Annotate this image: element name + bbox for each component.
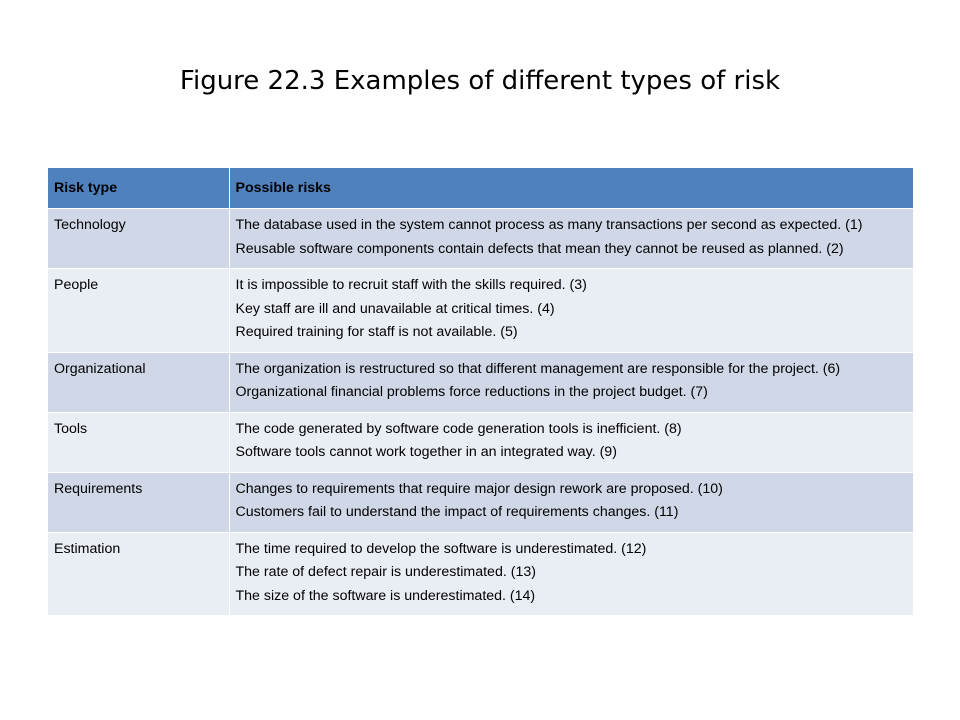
risk-type-cell: Organizational (48, 352, 229, 412)
risk-item: It is impossible to recruit staff with the skills required. (3) (235, 277, 587, 293)
table-header-row (48, 168, 913, 209)
risk-type-cell: Technology (48, 209, 229, 269)
risk-type-cell: Estimation (48, 532, 229, 615)
possible-risks-cell (229, 532, 913, 615)
risk-type-cell: Requirements (48, 472, 229, 532)
risk-item: Reusable software components contain defects that mean they cannot be reused as planned. (2) (235, 240, 844, 257)
possible-risks-cell (229, 412, 913, 472)
table-row (48, 472, 913, 532)
risk-item: The code generated by software code generation tools is inefficient. (8) (235, 420, 682, 437)
slide-title: Figure 22.3 Examples of different types of risk (179, 66, 781, 96)
risk-item: The database used in the system cannot process as many transactions per second as expected. (1) (235, 217, 863, 233)
table-row (48, 412, 913, 472)
possible-risks-cell (229, 352, 913, 412)
risk-item: Required training for staff is not available. (5) (235, 324, 518, 340)
risk-item: The rate of defect repair is underestimated. (13) (235, 564, 536, 580)
table-row (48, 209, 913, 269)
risk-type-cell: Tools (48, 412, 229, 472)
possible-risks-cell (229, 472, 913, 532)
table-row (48, 352, 913, 412)
risk-item: The time required to develop the software is underestimated. (12) (235, 540, 647, 557)
risk-item: Organizational financial problems force reductions in the project budget. (7) (235, 384, 708, 400)
risk-table (48, 168, 914, 615)
header-risk-type: Risk type (48, 168, 229, 209)
table-row (48, 269, 913, 353)
risk-item: The organization is restructured so that different management are responsible for the project. (6) (235, 360, 841, 377)
risk-type-cell: People (48, 269, 229, 353)
risk-item: Software tools cannot work together in an integrated way. (9) (235, 444, 617, 460)
risk-item: The size of the software is underestimated. (14) (235, 587, 536, 604)
possible-risks-cell (229, 269, 913, 353)
table-row (48, 532, 913, 615)
risk-item: Changes to requirements that require major design rework are proposed. (10) (235, 480, 723, 497)
risk-item: Key staff are ill and unavailable at critical times. (4) (235, 300, 555, 317)
header-possible-risks: Possible risks (229, 168, 913, 209)
possible-risks-cell (229, 209, 913, 269)
risk-item: Customers fail to understand the impact of requirements changes. (11) (235, 504, 679, 520)
